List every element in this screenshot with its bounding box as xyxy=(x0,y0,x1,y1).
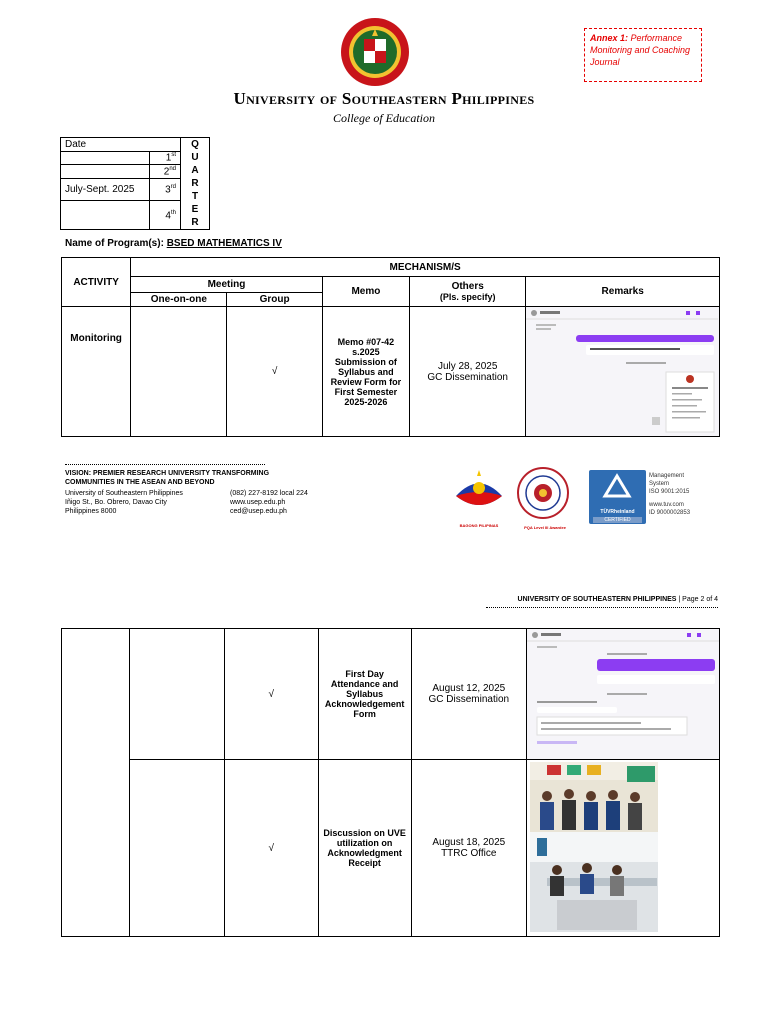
annex-text: Performance Monitoring and Coaching Journal xyxy=(590,33,691,67)
annex-label: Annex 1: xyxy=(590,33,629,43)
program-line xyxy=(65,238,282,249)
others-cell: July 28, 2025 GC Dissemination xyxy=(410,307,526,437)
page-header-university: UNIVERSITY OF SOUTHEASTERN PHILIPPINES xyxy=(517,596,677,603)
footer-divider xyxy=(65,464,265,465)
activity-cell xyxy=(62,629,130,937)
quarter-1: 1st xyxy=(150,151,181,165)
quarter-2: 2nd xyxy=(150,165,181,179)
tuv-certified-logo: TÜVRheinland CERTIFIED xyxy=(589,470,646,524)
quarter-4: 4th xyxy=(150,201,181,230)
others-header: Others (Pls. specify) xyxy=(410,277,526,307)
university-seal-logo xyxy=(340,17,410,87)
memo-header: Memo xyxy=(322,277,409,307)
footer-address: University of Southeastern Philippines Iñigo St., Bo. Obrero, Davao City Philippines 8000 xyxy=(65,490,183,515)
mechanism-header: MECHANISM/S xyxy=(131,258,720,277)
page-number: | Page 2 of 4 xyxy=(678,596,718,603)
mechanism-table xyxy=(61,257,720,437)
quarter-vertical-label: Q U A R T E R xyxy=(181,138,210,230)
memo-cell: Discussion on UVE utilization on Acknowledgment Receipt xyxy=(318,760,411,937)
page-header xyxy=(518,596,718,603)
program-value: BSED MATHEMATICS IV xyxy=(166,238,282,249)
quarter-3: 3rd xyxy=(150,179,181,201)
activity-header: ACTIVITY xyxy=(62,258,131,307)
table-row xyxy=(62,307,720,437)
group-check: √ xyxy=(224,760,318,937)
bagong-pilipinas-logo: BAGONG PILIPINAS xyxy=(452,466,506,528)
mechanism-table-continued xyxy=(61,628,720,937)
table-row xyxy=(62,760,720,937)
university-name: University of Southeastern Philippines xyxy=(233,89,535,108)
page-header-divider xyxy=(486,607,718,608)
footer-contact: (082) 227-8192 local 224 www.usep.edu.ph ced@usep.edu.ph xyxy=(230,490,308,515)
program-label: Name of Program(s): xyxy=(65,238,164,249)
one-on-one-header: One-on-one xyxy=(131,293,227,307)
meeting-header: Meeting xyxy=(131,277,323,293)
memo-cell: Memo #07-42 s.2025 Submission of Syllabus and Review Form for First Semester 2025-2026 xyxy=(322,307,409,437)
college-name: College of Education xyxy=(333,111,435,125)
pqa-award-logo: PQA Level III Awardee xyxy=(514,466,576,528)
table-row xyxy=(62,629,720,760)
date-value: July-Sept. 2025 xyxy=(61,179,150,201)
group-check: √ xyxy=(227,307,322,437)
group-check: √ xyxy=(224,629,318,760)
remarks-screenshot-image xyxy=(526,307,720,437)
memo-cell: First Day Attendance and Syllabus Acknowledgement Form xyxy=(318,629,411,760)
vision-statement: VISION: PREMIER RESEARCH UNIVERSITY TRANSFORMING COMMUNITIES IN THE ASEAN AND BEYOND xyxy=(65,470,270,486)
remarks-screenshot-image xyxy=(526,629,719,760)
date-label: Date xyxy=(61,138,181,152)
annex-box xyxy=(584,28,702,82)
activity-cell: Monitoring xyxy=(62,307,131,437)
remarks-header: Remarks xyxy=(526,277,720,307)
group-header: Group xyxy=(227,293,322,307)
others-cell: August 12, 2025 GC Dissemination xyxy=(411,629,526,760)
others-cell: August 18, 2025 TTRC Office xyxy=(411,760,526,937)
remarks-photo-collage xyxy=(526,760,719,937)
management-system-text: Management System ISO 9001:2015 www.tuv.com ID 9000002853 xyxy=(649,473,691,516)
date-quarter-table xyxy=(60,137,210,230)
